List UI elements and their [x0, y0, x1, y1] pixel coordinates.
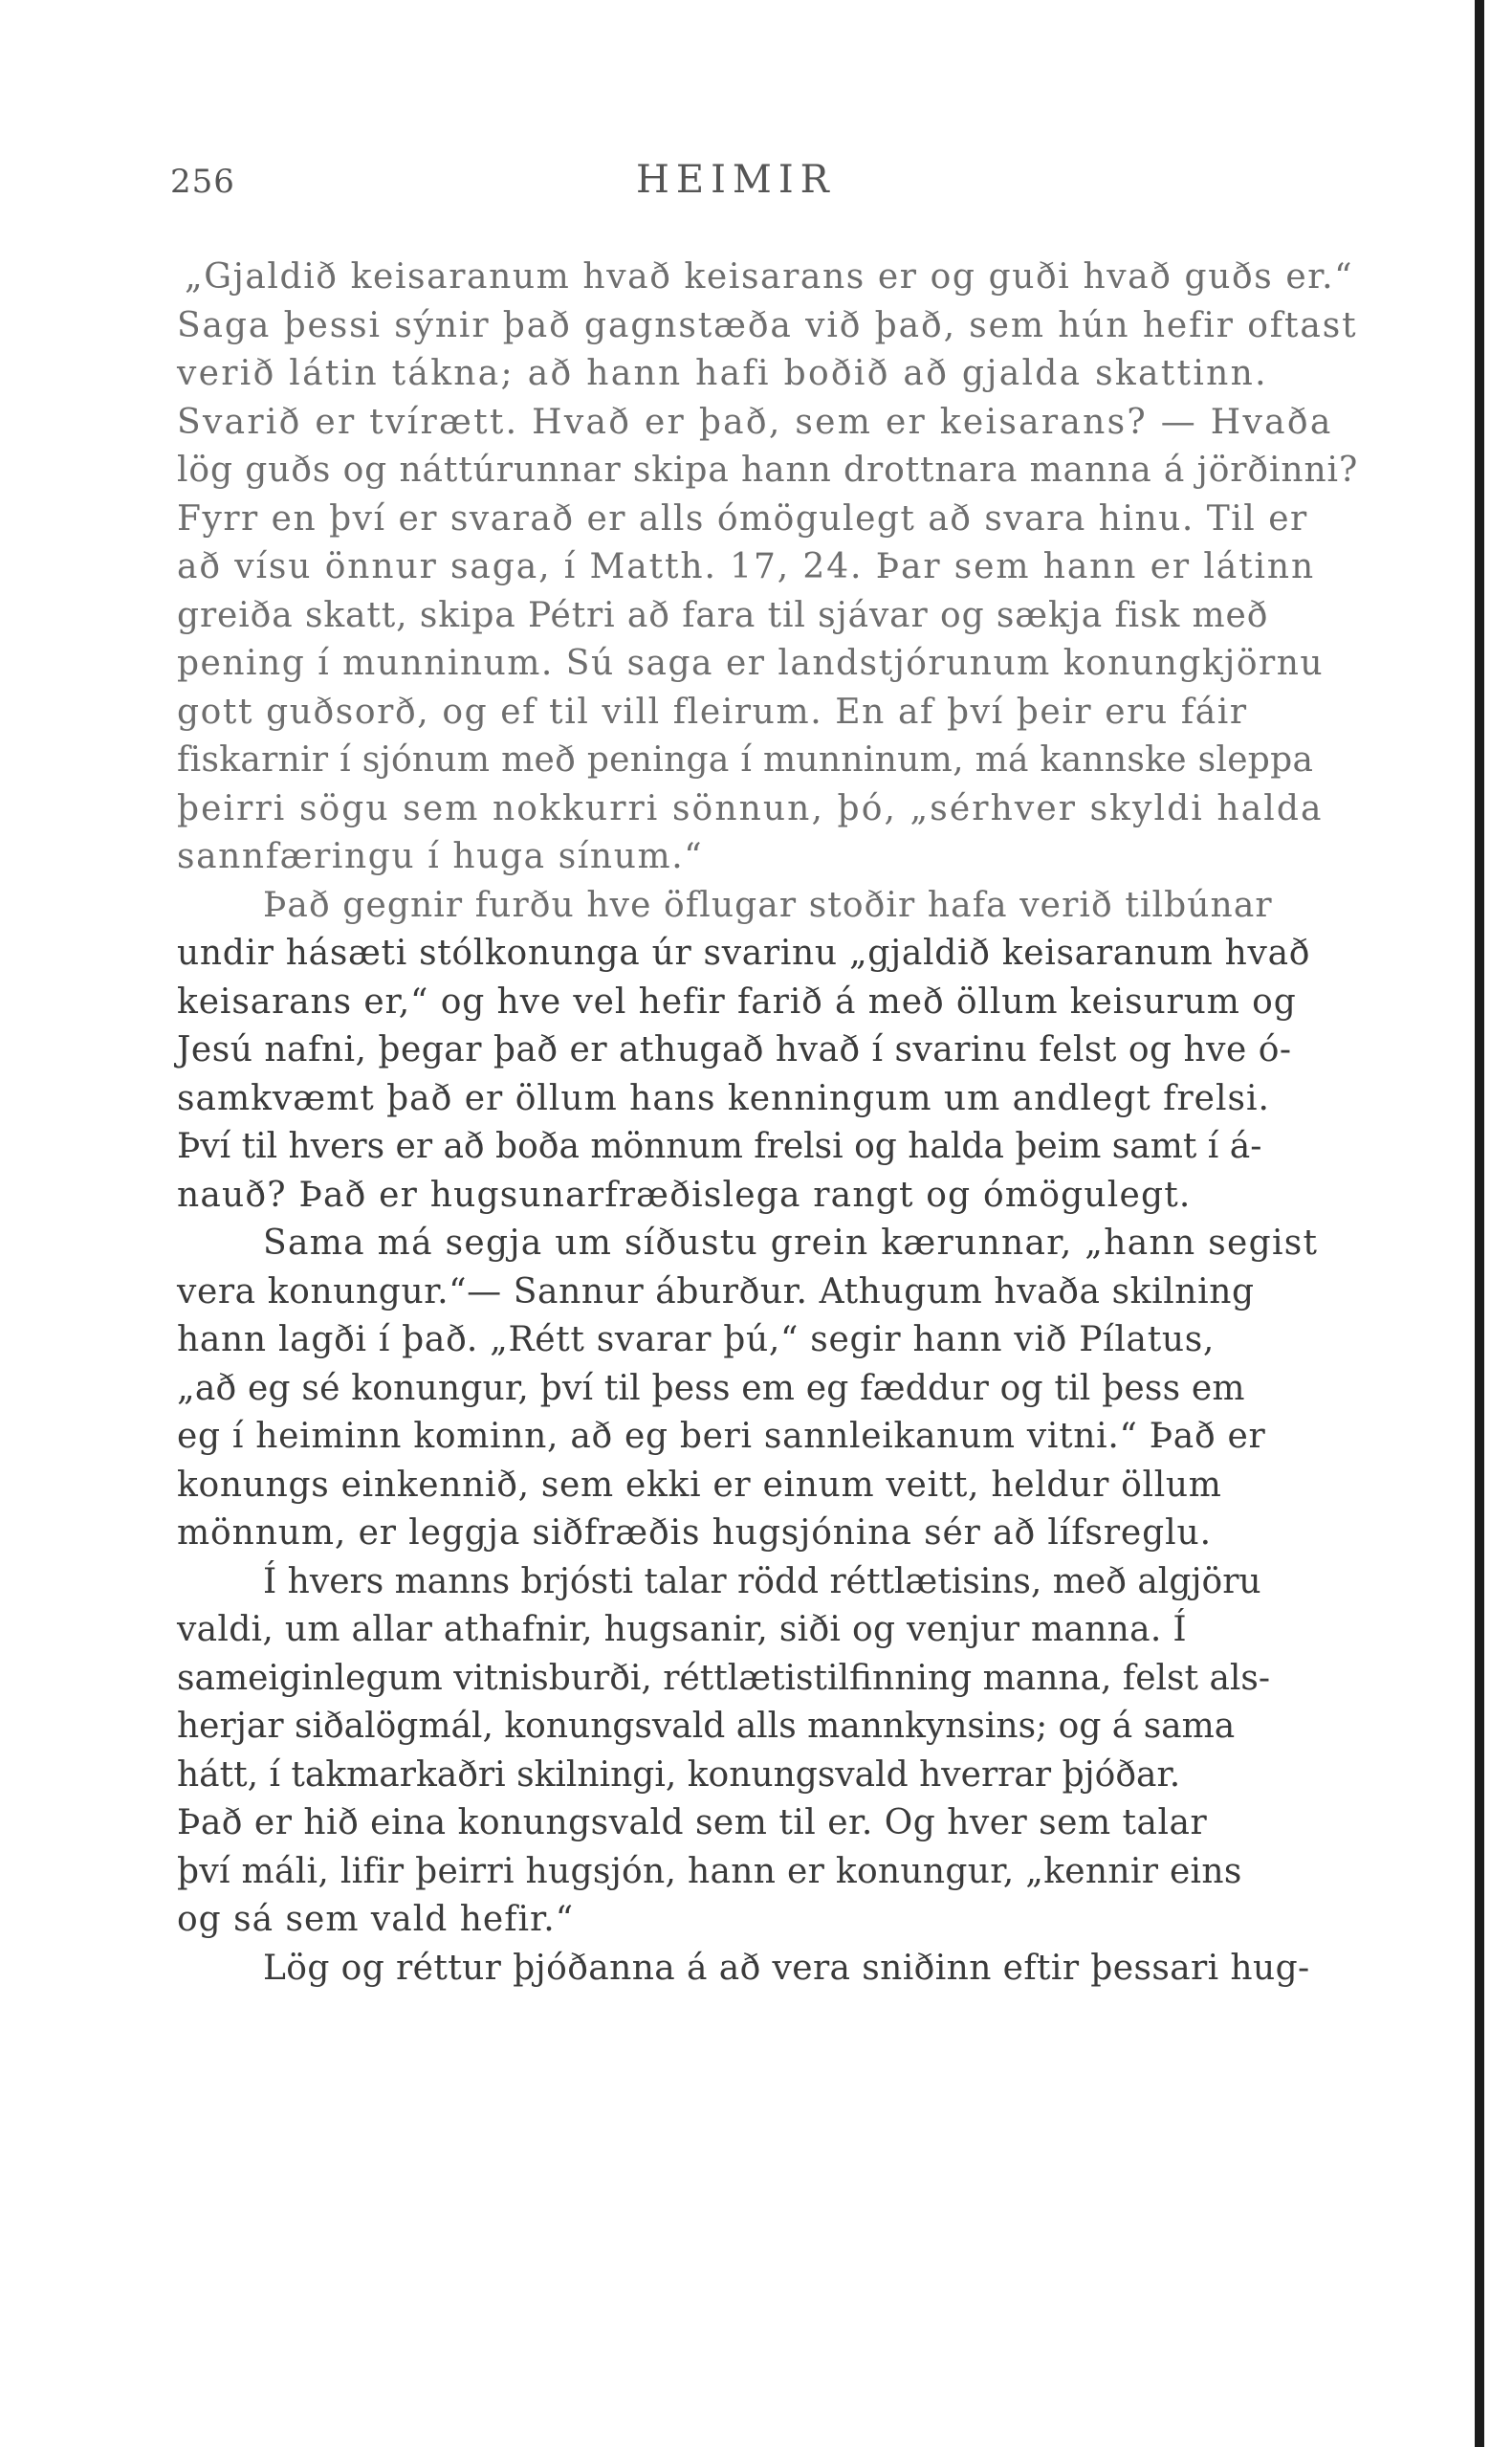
text-line: og sá sem vald hefir.“ [177, 1900, 575, 1939]
text-line: fiskarnir í sjónum með peninga í munninum, má kannske sleppa [177, 740, 1314, 780]
text-line: undir hásæti stólkonunga úr svarinu „gjaldið keisaranum hvað [177, 934, 1311, 973]
text-line: Svarið er tvírætt. Hvað er það, sem er keisarans? — Hvaða [177, 402, 1333, 442]
page-number: 256 [170, 163, 235, 201]
text-line: vera konungur.“— Sannur áburður. Athugum hvaða skilning [177, 1271, 1255, 1312]
text-line: Saga þessi sýnir það gagnstæða við það, sem hún hefir oftast [177, 305, 1358, 345]
text-line: herjar siðalögmál, konungsvald alls mannkynsins; og á sama [177, 1707, 1236, 1746]
text-line: eg í heiminn kominn, að eg beri sannleikanum vitni.“ Það er [177, 1417, 1266, 1456]
text-line: verið látin tákna; að hann hafi boðið að gjalda skattinn. [177, 354, 1268, 393]
text-line: Það gegnir furðu hve öflugar stoðir hafa verið tilbúnar [263, 885, 1273, 925]
body-text [177, 254, 1420, 1993]
text-line: Það er hið eina konungsvald sem til er. Og hver sem talar [177, 1803, 1208, 1842]
text-line: Því til hvers er að boða mönnum frelsi og halda þeim samt í á- [177, 1127, 1262, 1166]
page-edge-shadow [1475, 0, 1484, 2447]
text-line: valdi, um allar athafnir, hugsanir, siði og venjur manna. Í [177, 1610, 1187, 1649]
text-line: Í hvers manns brjósti talar rödd réttlætisins, með algjöru [263, 1561, 1261, 1601]
text-line: þeirri sögu sem nokkurri sönnun, þó, „sérhver skyldi halda [177, 788, 1324, 828]
text-line: „að eg sé konungur, því til þess em eg fæddur og til þess em [177, 1368, 1245, 1408]
text-line: Jesú nafni, þegar það er athugað hvað í svarinu felst og hve ó- [177, 1030, 1292, 1069]
text-line: Fyrr en því er svarað er alls ómögulegt að svara hinu. Til er [177, 498, 1308, 539]
text-line: „Gjaldið keisaranum hvað keisarans er og guði hvað guðs er.“ [185, 257, 1354, 297]
text-line: hátt, í takmarkaðri skilningi, konungsvald hverrar þjóðar. [177, 1754, 1181, 1795]
text-line: hann lagði í það. „Rétt svarar þú,“ segir hann við Pílatus, [177, 1320, 1216, 1359]
text-line: keisarans er,“ og hve vel hefir farið á með öllum keisurum og [177, 981, 1297, 1022]
text-line: nauð? Það er hugsunarfræðislega rangt og ómögulegt. [177, 1175, 1192, 1215]
text-line: Sama má segja um síðustu grein kærunnar, „hann segist [263, 1224, 1319, 1263]
text-line: því máli, lifir þeirri hugsjón, hann er konungur, „kennir eins [177, 1851, 1242, 1891]
text-line: greiða skatt, skipa Pétri að fara til sjávar og sækja fisk með [177, 595, 1269, 635]
text-line: að vísu önnur saga, í Matth. 17, 24. Þar sem hann er látinn [177, 547, 1316, 586]
text-line: mönnum, er leggja siðfræðis hugsjónina sér að lífsreglu. [177, 1513, 1212, 1553]
text-line: Lög og réttur þjóðanna á að vera sniðinn eftir þessari hug- [263, 1948, 1310, 1988]
running-head: HEIMIR [636, 158, 836, 202]
text-line: sannfæringu í huga sínum.“ [177, 837, 704, 876]
text-line: lög guðs og náttúrunnar skipa hann drottnara manna á jörðinni? [177, 451, 1359, 490]
text-line: pening í munninum. Sú saga er landstjórunum konungkjörnu [177, 644, 1325, 683]
text-line: konungs einkennið, sem ekki er einum veitt, heldur öllum [177, 1465, 1222, 1505]
text-line: samkvæmt það er öllum hans kenningum um andlegt frelsi. [177, 1078, 1270, 1118]
text-line: gott guðsorð, og ef til vill fleirum. En af því þeir eru fáir [177, 692, 1248, 732]
text-line: sameiginlegum vitnisburði, réttlætistilfinning manna, felst als- [177, 1658, 1271, 1698]
